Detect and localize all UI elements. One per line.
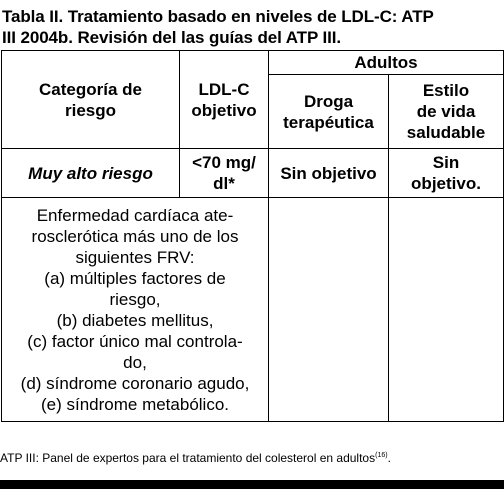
empty-cell-estilo — [389, 198, 504, 422]
footnote-end: . — [387, 451, 391, 465]
description-line: Enfermedad cardíaca ate- — [36, 205, 234, 225]
header-adultos: Adultos — [269, 51, 504, 75]
row-ldl-line: dl* — [213, 174, 235, 193]
title-line: Tabla II. Tratamiento basado en niveles de LDL-C: ATP — [2, 7, 434, 26]
treatment-table — [1, 50, 504, 422]
bottom-rule — [0, 480, 504, 489]
row-estilo — [389, 149, 504, 198]
empty-cell-droga — [269, 198, 389, 422]
table-title — [2, 6, 502, 48]
description-line: siguientes FRV: — [75, 247, 195, 267]
row-estilo-line: objetivo. — [411, 174, 481, 193]
footnote-reference: (16) — [375, 452, 388, 459]
description-line: (e) síndrome metabólico. — [40, 394, 230, 414]
row-label: Muy alto riesgo — [2, 149, 180, 198]
table-row — [2, 198, 504, 422]
row-droga: Sin objetivo — [269, 149, 389, 198]
title-line: III 2004b. Revisión del las guías del ATP III. — [2, 28, 341, 47]
description-line: rosclerótica más uno de los — [31, 226, 239, 246]
header-estilo-line: de vida — [416, 102, 476, 121]
description-line: riesgo, — [109, 289, 161, 309]
footnote — [0, 448, 391, 466]
row-ldl-line: <70 mg/ — [192, 153, 256, 172]
description-line: do, — [123, 352, 147, 372]
header-droga: Droga terapéutica — [269, 75, 389, 149]
table-row — [2, 149, 504, 198]
description-line: (d) síndrome coronario agudo, — [20, 373, 250, 393]
description-line: (c) factor único mal controla- — [27, 331, 243, 351]
row-estilo-line: Sin — [432, 153, 460, 172]
header-estilo — [389, 75, 504, 149]
header-estilo-line: Estilo — [422, 81, 470, 100]
description-line: (a) múltiples factores de — [44, 268, 226, 288]
header-ldl-objetivo: LDL-C objetivo — [180, 51, 269, 149]
row-ldl — [180, 149, 269, 198]
header-estilo-line: saludable — [406, 123, 486, 142]
description-cell — [2, 198, 269, 422]
header-row — [2, 51, 504, 75]
description-line: (b) diabetes mellitus, — [56, 310, 214, 330]
header-categoria: Categoría de riesgo — [2, 51, 180, 149]
footnote-text: ATP III: Panel de expertos para el tratamiento del colesterol en adultos — [0, 451, 376, 465]
